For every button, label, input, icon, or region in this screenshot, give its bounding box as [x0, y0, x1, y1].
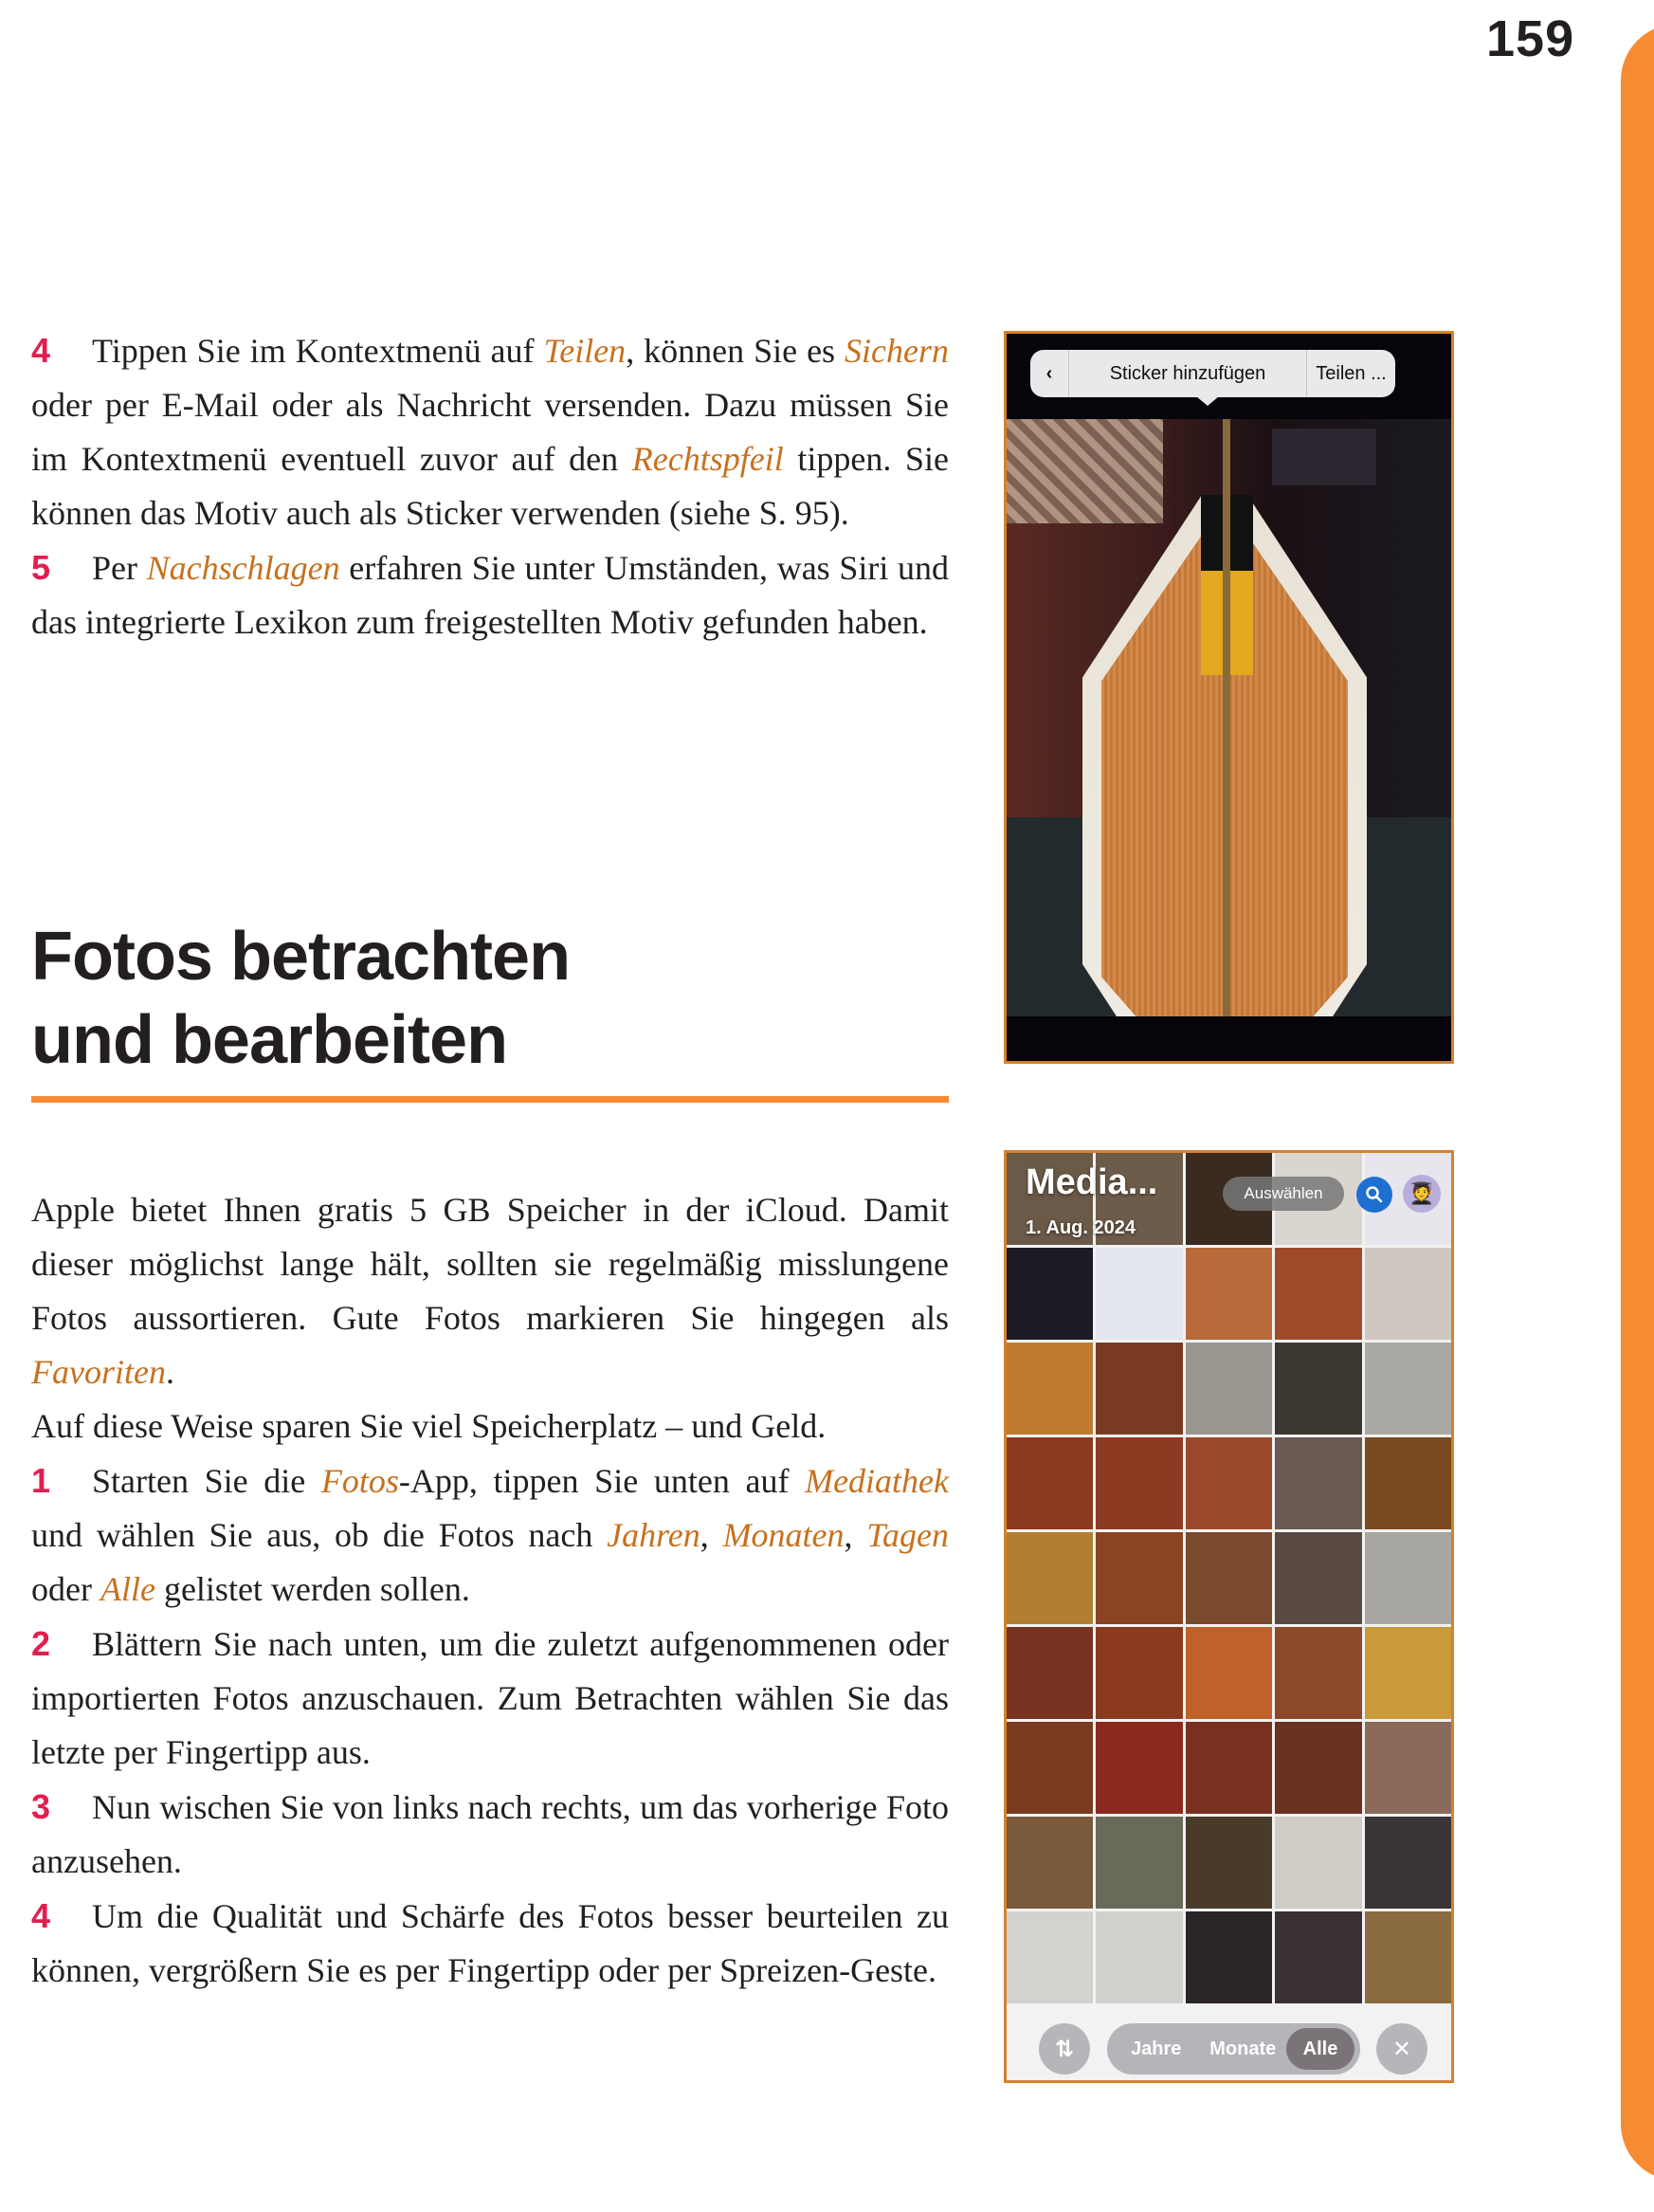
photo-thumbnail[interactable] [1007, 1248, 1093, 1340]
text-run: Apple bietet Ihnen gratis 5 GB Speicher in der iCloud. Damit dieser möglichst lange hält, sollten sie regelmäßig misslungene Fotos aussortieren. Gute Fotos markieren Sie hingegen als [31, 1191, 949, 1337]
search-button[interactable] [1356, 1177, 1392, 1213]
highlighted-term: Monaten [722, 1516, 845, 1554]
screenshot-photos-library [1004, 1150, 1454, 2083]
add-sticker-button[interactable]: Sticker hinzufügen [1069, 350, 1307, 397]
ship-photo-screen [1272, 429, 1376, 485]
photo-thumbnail[interactable] [1365, 1911, 1451, 2003]
text-run: . [165, 1353, 174, 1391]
context-menu-pointer [1196, 396, 1219, 406]
text-run: , können Sie es [626, 332, 845, 370]
photo-thumbnail[interactable] [1365, 1437, 1451, 1529]
step-number: 4 [31, 331, 51, 370]
steps-main [31, 1453, 949, 1998]
photo-thumbnail[interactable] [1275, 1343, 1361, 1435]
highlighted-term: Jahren [607, 1516, 700, 1554]
main-text [31, 1183, 949, 1998]
segment-alle[interactable]: Alle [1286, 2028, 1354, 2070]
highlighted-term: Tagen [866, 1516, 950, 1554]
screenshot-ship-context-menu [1004, 331, 1454, 1064]
photo-thumbnail[interactable] [1096, 1817, 1182, 1909]
photo-thumbnail[interactable] [1186, 1911, 1272, 2003]
highlighted-term: Alle [100, 1570, 155, 1608]
text-run: tippen. Sie können das Motiv auch als Sticker verwenden (siehe S. 95). [31, 440, 949, 532]
photo-thumbnail[interactable] [1275, 1911, 1361, 2003]
photo-thumbnail[interactable] [1007, 1343, 1093, 1435]
sort-arrows-icon: ⇅ [1054, 2036, 1075, 2062]
text-run: , [844, 1516, 867, 1554]
library-bottom-bar [1007, 2023, 1451, 2076]
photo-thumbnail[interactable] [1007, 1817, 1093, 1909]
photo-thumbnail[interactable] [1186, 1248, 1272, 1340]
text-run: oder per E-Mail oder als Nachricht versenden. Dazu müssen Sie im Kontextmenü eventuell zuvor auf den [31, 386, 949, 478]
step-item [31, 1617, 949, 1780]
photo-thumbnail[interactable] [1186, 1343, 1272, 1435]
select-button[interactable]: Auswählen [1223, 1177, 1344, 1211]
photo-thumbnail[interactable] [1007, 1532, 1093, 1624]
text-run: -App, tippen Sie unten auf [398, 1462, 806, 1500]
step-number: 5 [31, 548, 51, 587]
text-run: oder [31, 1570, 100, 1608]
photo-thumbnail[interactable] [1007, 1722, 1093, 1814]
photo-thumbnail[interactable] [1096, 1532, 1182, 1624]
photo-thumbnail[interactable] [1007, 1627, 1093, 1719]
intro-paragraph-2: Auf diese Weise sparen Sie viel Speicherplatz – und Geld. [31, 1407, 827, 1445]
step-item [31, 323, 949, 540]
view-segmented-control [1107, 2023, 1360, 2075]
photo-thumbnail[interactable] [1275, 1817, 1361, 1909]
avatar[interactable]: 🧑‍🎓 [1403, 1175, 1441, 1213]
photo-thumbnail[interactable] [1365, 1343, 1451, 1435]
share-button[interactable]: Teilen ... [1316, 362, 1387, 384]
section-heading [31, 915, 949, 1082]
chapter-side-tab [1621, 24, 1654, 2181]
highlighted-term: Favoriten [31, 1353, 166, 1391]
photo-thumbnail[interactable] [1007, 1911, 1093, 2003]
heading-line-1: Fotos betrachten [31, 919, 571, 995]
step-item [31, 1889, 949, 1998]
library-date: 1. Aug. 2024 [1026, 1217, 1136, 1238]
text-run: gelistet werden sollen. [154, 1570, 470, 1608]
highlighted-term: Teilen [543, 332, 627, 370]
photo-thumbnail[interactable] [1365, 1532, 1451, 1624]
photo-thumbnail[interactable] [1275, 1248, 1361, 1340]
photo-thumbnail[interactable] [1096, 1343, 1182, 1435]
photo-thumbnail[interactable] [1365, 1627, 1451, 1719]
photo-thumbnail[interactable] [1186, 1722, 1272, 1814]
text-run: erfahren Sie unter Umständen, was Siri und das integrierte Lexikon zum freigestellten Motiv gefunden haben. [31, 549, 949, 641]
text-run: Nun wischen Sie von links nach rechts, um das vorherige Foto anzusehen. [31, 1788, 949, 1880]
photo-thumbnail[interactable] [1365, 1817, 1451, 1909]
photo-thumbnail[interactable] [1365, 1248, 1451, 1340]
step-number: 3 [31, 1787, 51, 1826]
highlighted-term: Fotos [320, 1462, 399, 1500]
photo-thumbnail[interactable] [1275, 1532, 1361, 1624]
step-item [31, 1453, 949, 1617]
text-run: Starten Sie die [92, 1462, 321, 1500]
photo-thumbnail[interactable] [1275, 1627, 1361, 1719]
step-number: 4 [31, 1896, 51, 1935]
context-menu [1030, 350, 1395, 397]
text-run: Blättern Sie nach unten, um die zuletzt aufgenommenen oder importierten Fotos anzuschauen. Zum Betrachten wählen Sie das letzte per Fingertipp aus. [31, 1625, 949, 1771]
highlighted-term: Rechtspfeil [631, 440, 784, 478]
photo-thumbnail[interactable] [1186, 1437, 1272, 1529]
segment-monate[interactable]: Monate [1209, 2038, 1277, 2059]
photo-thumbnail[interactable] [1096, 1248, 1182, 1340]
photo-thumbnail[interactable] [1275, 1437, 1361, 1529]
photo-thumbnail[interactable] [1096, 1437, 1182, 1529]
ship-model-mast [1223, 419, 1230, 1016]
close-icon: ✕ [1391, 2036, 1412, 2062]
photo-grid [1007, 1153, 1451, 2080]
ship-photo-bottom-bar [1007, 1016, 1451, 1064]
page-number: 159 [1486, 10, 1575, 67]
highlighted-term: Nachschlagen [146, 549, 340, 587]
text-run: , [700, 1516, 723, 1554]
highlighted-term: Sichern [845, 332, 950, 370]
photo-thumbnail[interactable] [1186, 1627, 1272, 1719]
search-icon [1365, 1185, 1384, 1204]
text-run: Um die Qualität und Schärfe des Fotos besser beurteilen zu können, vergrößern Sie es per Fingertipp oder per Spreizen-Geste. [31, 1897, 949, 1989]
ship-photo-wall-image [1007, 419, 1163, 523]
segment-jahre[interactable]: Jahre [1131, 2038, 1182, 2059]
photo-thumbnail[interactable] [1096, 1911, 1182, 2003]
step-number: 2 [31, 1624, 51, 1663]
step-number: 1 [31, 1461, 51, 1500]
heading-underline [31, 1096, 949, 1103]
photo-thumbnail[interactable] [1096, 1722, 1182, 1814]
photo-thumbnail[interactable] [1365, 1722, 1451, 1814]
close-button[interactable] [1376, 2023, 1427, 2075]
photo-thumbnail[interactable] [1096, 1627, 1182, 1719]
steps-top [31, 323, 949, 649]
intro-paragraph [31, 1183, 949, 1399]
photo-thumbnail[interactable] [1186, 1817, 1272, 1909]
chevron-left-icon: ‹ [1045, 362, 1053, 384]
context-menu-back-button[interactable] [1030, 350, 1069, 397]
highlighted-term: Mediathek [805, 1462, 950, 1500]
text-run: Per [92, 549, 147, 587]
step-item [31, 1780, 949, 1889]
step-item [31, 540, 949, 649]
text-run: und wählen Sie aus, ob die Fotos nach [31, 1516, 608, 1554]
photo-thumbnail[interactable] [1007, 1437, 1093, 1529]
sort-button[interactable] [1039, 2023, 1090, 2075]
heading-line-2: und bearbeiten [31, 1002, 508, 1078]
library-title: Media... [1026, 1162, 1158, 1202]
photo-thumbnail[interactable] [1275, 1722, 1361, 1814]
text-run: Tippen Sie im Kontextmenü auf [92, 332, 544, 370]
photo-thumbnail[interactable] [1186, 1532, 1272, 1624]
